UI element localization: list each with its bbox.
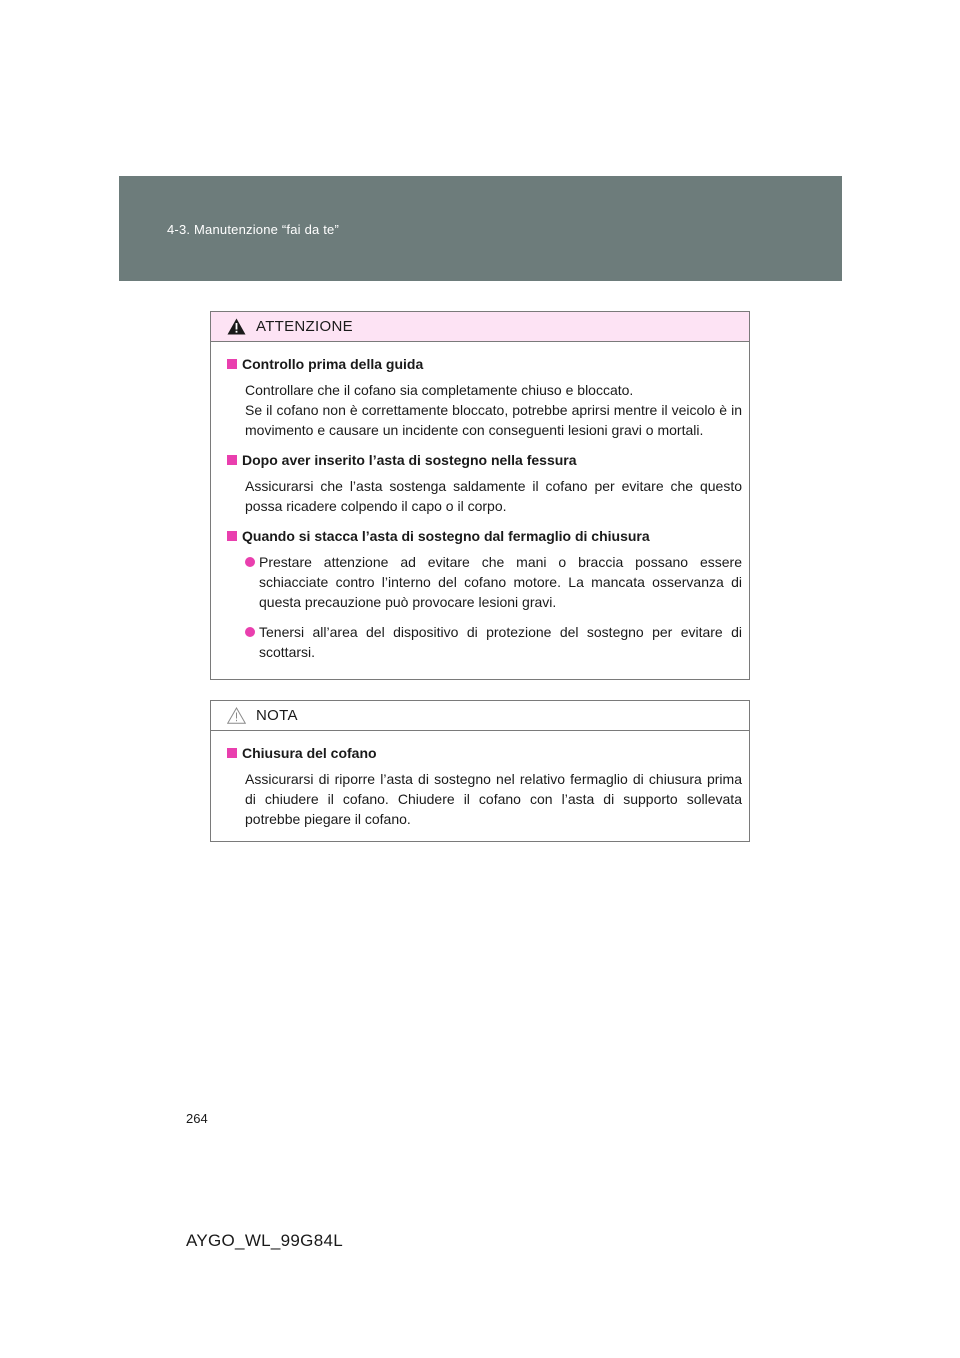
list-item-text: Tenersi all’area del dispositivo di protezione del sostegno per evitare di scottarsi. — [259, 624, 742, 660]
section-heading — [227, 450, 742, 470]
paragraph — [245, 380, 742, 440]
paragraph: Assicurarsi di riporre l’asta di sostegno nel relativo fermaglio di chiusura prima di chiudere il cofano. Chiudere il cofano con l’asta di supporto sollevata potrebbe piegare il cofano. — [245, 771, 742, 827]
list-item-text: Prestare attenzione ad evitare che mani o braccia possano essere schiacciate contro l’interno del cofano motore. La mancata osservanza di questa precauzione può provocare lesioni gravi. — [259, 554, 742, 610]
list-item — [245, 622, 742, 662]
square-bullet-icon — [227, 359, 237, 369]
section-label: 4-3. Manutenzione “fai da te” — [167, 222, 340, 237]
square-bullet-icon — [227, 455, 237, 465]
round-bullet-icon — [245, 627, 255, 637]
note-box — [210, 700, 750, 842]
round-bullet-icon — [245, 557, 255, 567]
note-box-title-bar — [211, 701, 749, 731]
warning-triangle-filled-icon — [227, 318, 246, 335]
paragraph: Assicurarsi che l’asta sostenga saldamente il cofano per evitare che questo possa ricadere colpendo il capo o il corpo. — [245, 478, 742, 514]
section-heading — [227, 526, 742, 546]
warning-box-body — [211, 342, 749, 662]
section-heading-text: Controllo prima della guida — [242, 356, 424, 372]
paragraph-line: Se il cofano non è correttamente bloccato, potrebbe aprirsi mentre il veicolo è in movimento e causare un incidente con conseguenti lesioni gravi o mortali. — [245, 402, 742, 438]
square-bullet-icon — [227, 748, 237, 758]
warning-triangle-outline-icon — [227, 707, 246, 724]
note-box-title: NOTA — [256, 707, 298, 724]
section-heading-text: Dopo aver inserito l’asta di sostegno nella fessura — [242, 452, 577, 468]
section-heading-text: Quando si stacca l’asta di sostegno dal fermaglio di chiusura — [242, 528, 650, 544]
square-bullet-icon — [227, 531, 237, 541]
section-heading — [227, 743, 742, 763]
paragraph-line: Controllare che il cofano sia completamente chiuso e bloccato. — [245, 382, 634, 398]
section-heading — [227, 354, 742, 374]
page-number: 264 — [186, 1111, 208, 1126]
document-code: AYGO_WL_99G84L — [186, 1231, 343, 1250]
warning-box-title: ATTENZIONE — [256, 318, 353, 335]
list-item — [245, 552, 742, 612]
section-heading-text: Chiusura del cofano — [242, 745, 377, 761]
note-box-body — [211, 731, 749, 829]
header-band — [119, 176, 842, 281]
warning-box — [210, 311, 750, 680]
warning-box-title-bar — [211, 312, 749, 342]
